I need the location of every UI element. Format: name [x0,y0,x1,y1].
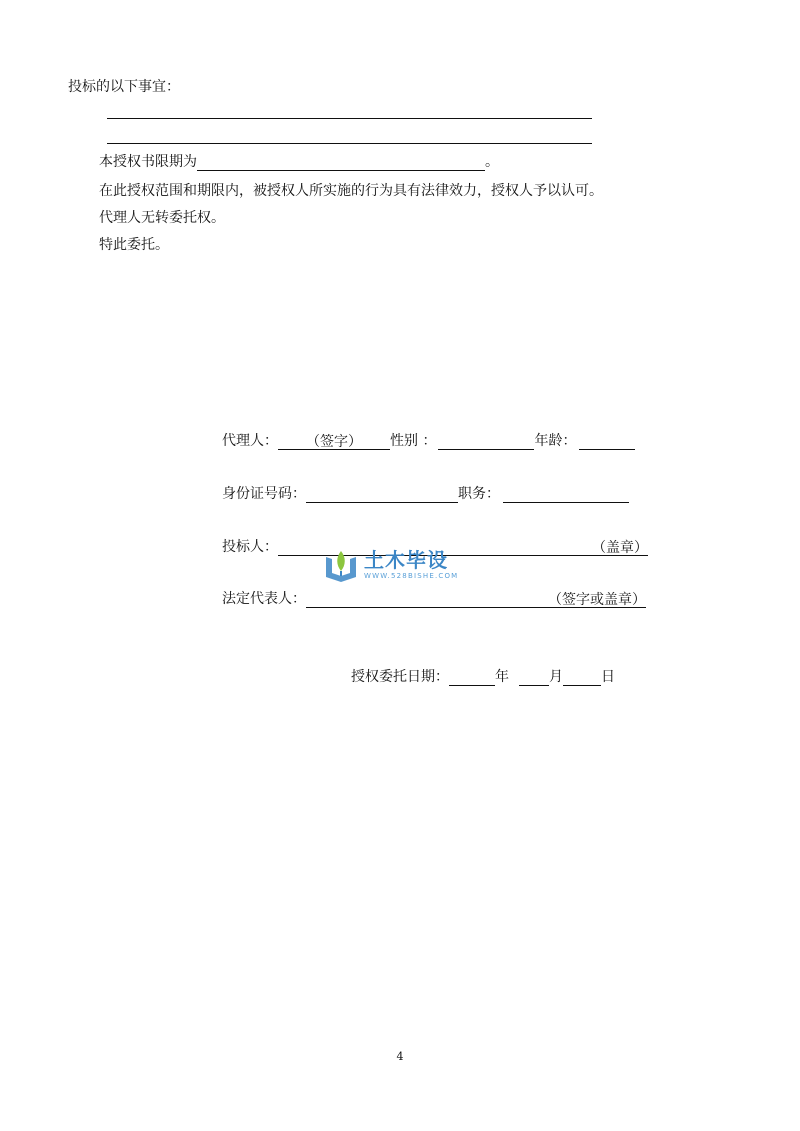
validity-suffix: 。 [485,154,499,170]
age-label: 年龄： [534,433,577,449]
date-day-label: 日 [601,669,615,685]
effect-statement: 在此授权范围和期限内，被授权人所实施的行为具有法律效力，授权人予以认可。 [99,183,603,199]
legal-rep-hint: （签字或盖章） [548,592,646,608]
heading-text: 投标的以下事宜： [68,79,180,95]
gender-field[interactable] [438,433,534,450]
date-label: 授权委托日期： [351,669,449,685]
date-row [351,668,615,686]
date-year-label: 年 [495,669,509,685]
date-day-field[interactable] [563,669,601,686]
watermark-title: 土木毕设 [364,548,448,572]
agent-row [222,432,635,450]
watermark [324,545,484,585]
date-month-field[interactable] [519,669,549,686]
gender-label: 性别 ： [390,433,437,449]
validity-field[interactable] [197,154,485,171]
position-label: 职务： [458,486,500,502]
watermark-url: WWW.528BISHE.COM [364,572,459,580]
validity-label: 本授权书限期为 [99,154,197,170]
blank-line-2[interactable] [107,143,592,144]
blank-line-1[interactable] [107,118,592,119]
watermark-logo-icon [324,547,358,583]
legal-rep-field[interactable] [306,591,646,608]
id-label: 身份证号码： [222,486,306,502]
validity-row [99,153,499,171]
date-month-label: 月 [549,669,563,685]
bidder-seal-hint: （盖章） [592,540,648,556]
position-field[interactable] [503,486,629,503]
date-year-field[interactable] [449,669,495,686]
agent-label: 代理人： [222,433,278,449]
id-row [222,485,629,503]
closing-statement: 特此委托。 [99,237,169,253]
bidder-label: 投标人： [222,539,278,555]
agent-sign-hint: （签字） [306,434,362,450]
id-field[interactable] [306,486,458,503]
no-transfer-statement: 代理人无转委托权。 [99,210,225,226]
page-number: 4 [396,1050,404,1063]
age-field[interactable] [579,433,635,450]
agent-sign-field[interactable] [278,433,390,450]
legal-rep-label: 法定代表人： [222,591,306,607]
legal-rep-row [222,590,646,608]
